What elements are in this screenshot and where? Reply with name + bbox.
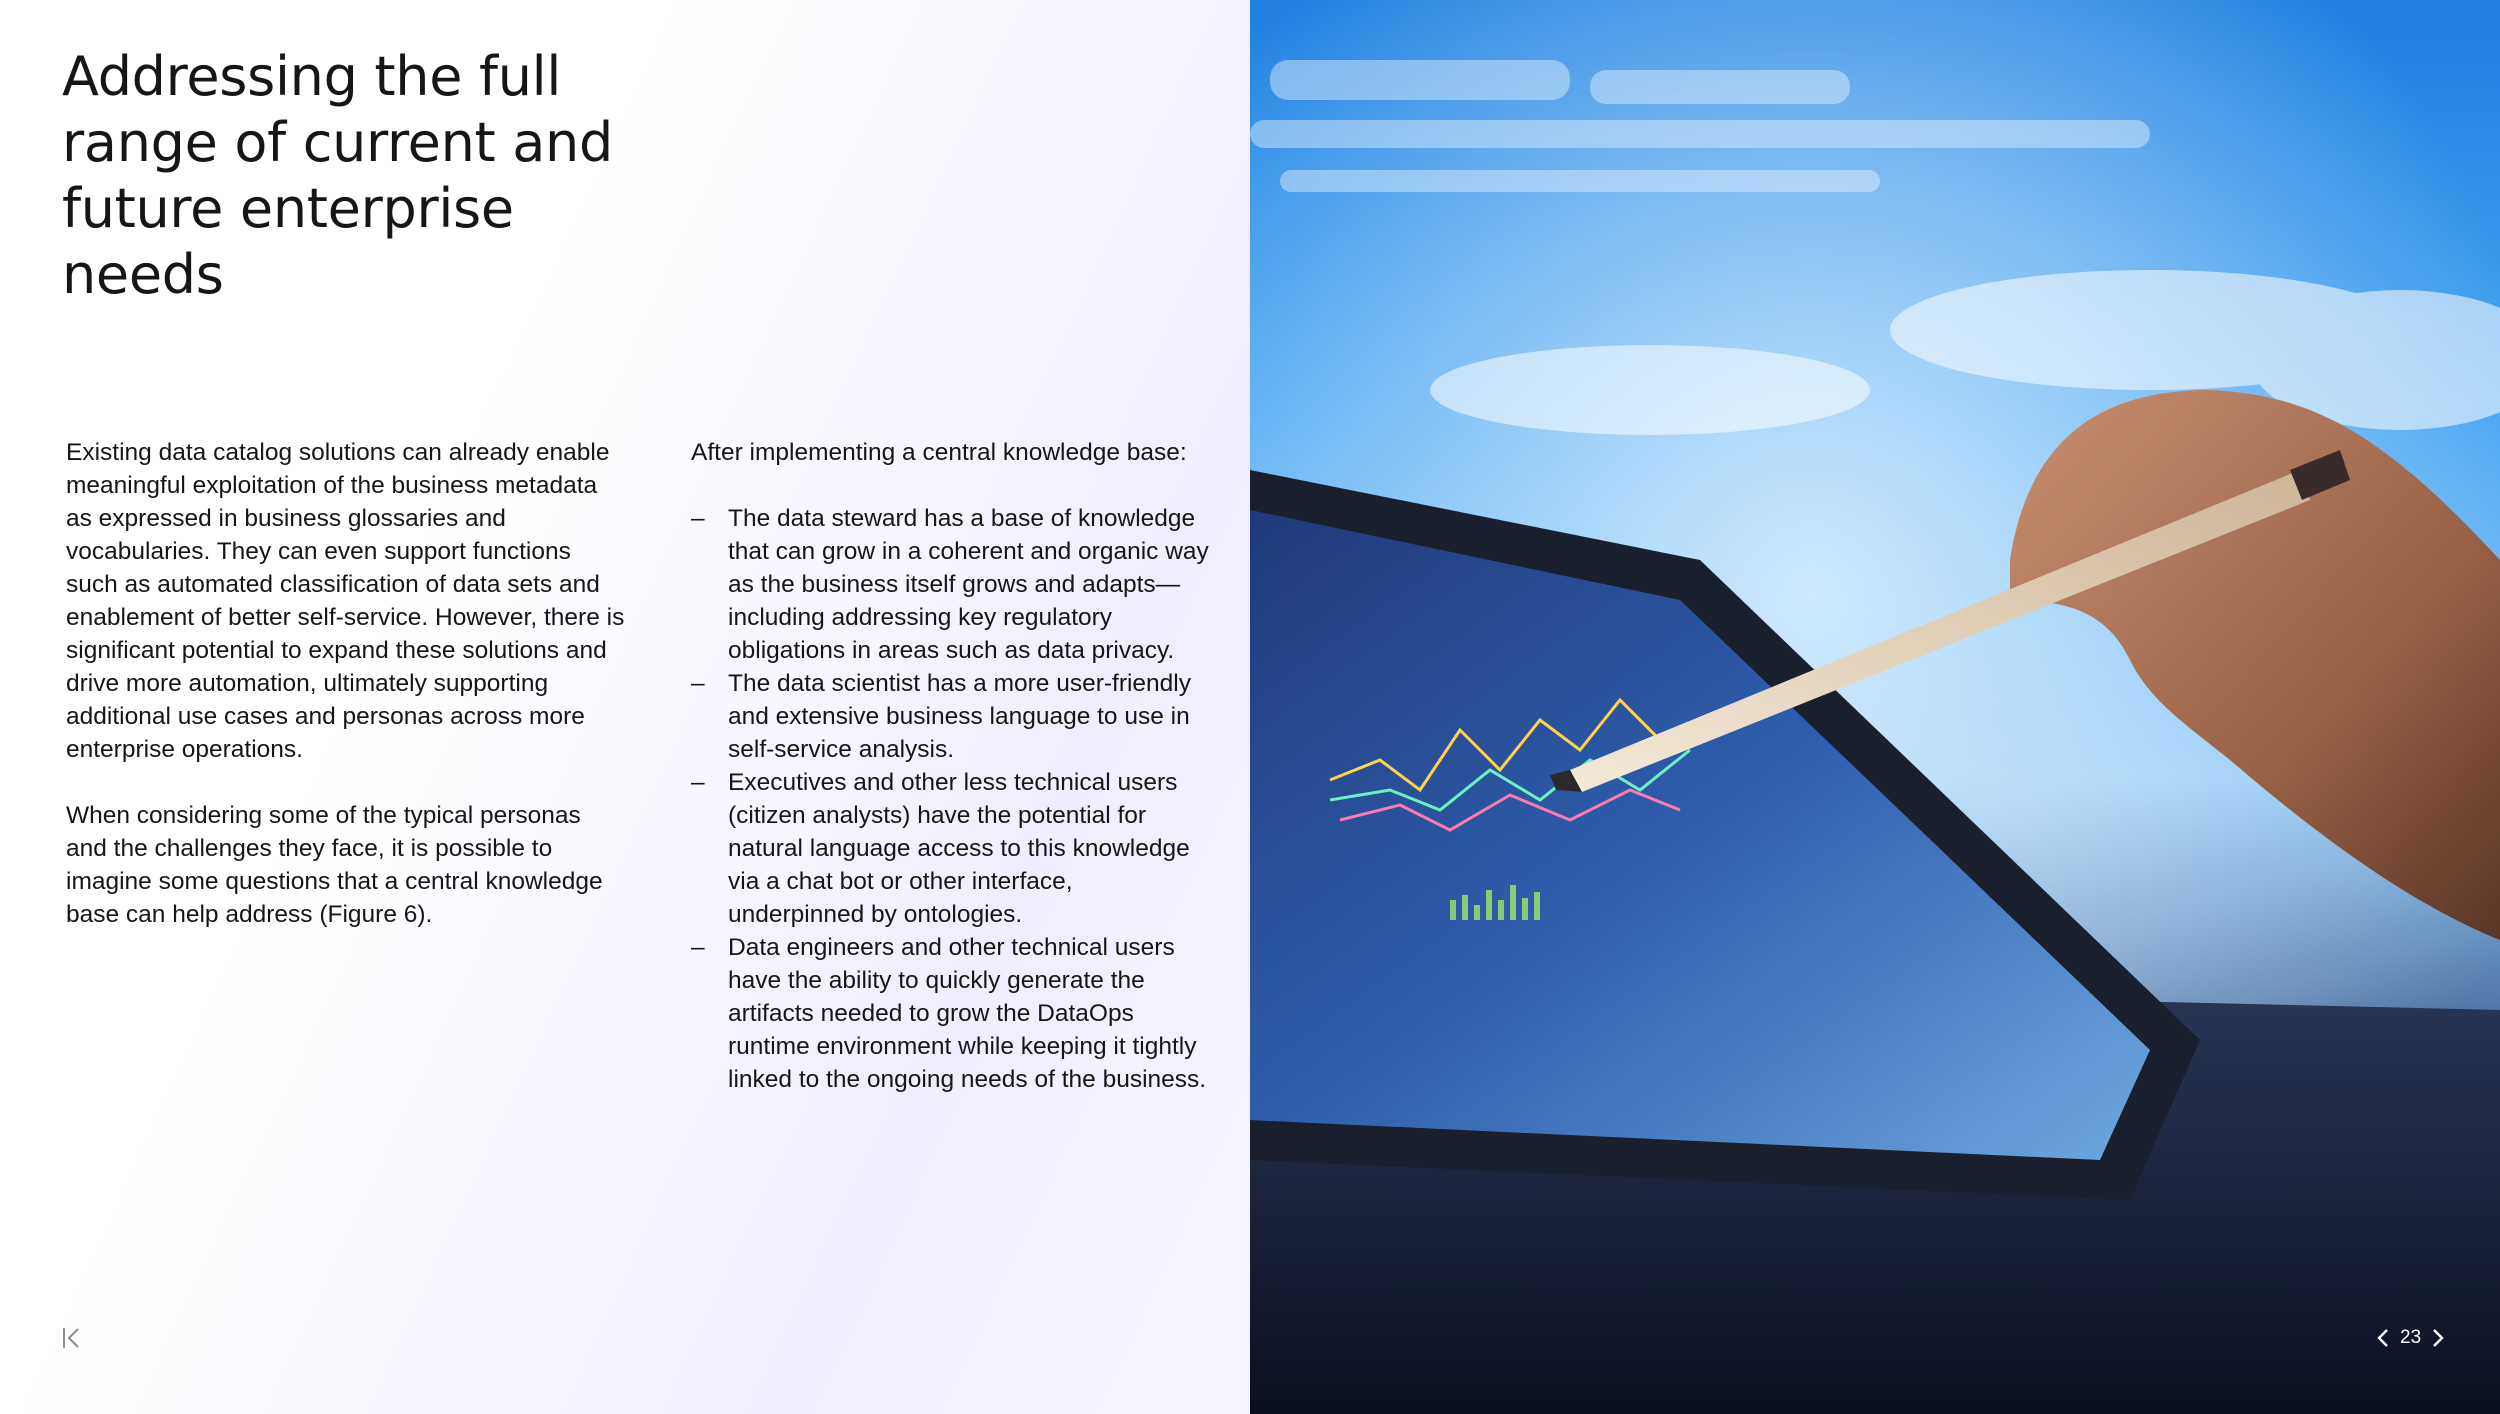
bullet-text: The data steward has a base of knowledge that can grow in a coherent and organic way as the business itself grows and adapts—including addressing key regulatory obligations in areas such as data privacy. (728, 505, 1209, 664)
bullet-dash: – (691, 670, 705, 697)
tablet-hand-photo (1250, 0, 2500, 1414)
page-title: Addressing the full range of current and future enterprise needs (62, 45, 613, 306)
chevron-right-icon[interactable] (2429, 1326, 2447, 1350)
left-paragraph-1: Existing data catalog solutions can already enable meaningful exploitation of the business metadata as expressed in business glossaries and vocabularies. They can even support functions such as automated classification of data sets and enablement of better self-service. However, there is significant potential to expand these solutions and drive more automation, ultimately supporting additional use cases and personas across more enterprise operations. (66, 439, 625, 763)
left-column (66, 436, 626, 964)
bullet-list (691, 502, 1211, 1096)
chevron-left-icon[interactable] (2374, 1326, 2392, 1350)
pagination (2374, 1326, 2447, 1350)
list-item (691, 931, 1211, 1096)
list-item (691, 766, 1211, 931)
list-item (691, 667, 1211, 766)
first-page-icon[interactable] (62, 1325, 84, 1351)
bullet-text: Data engineers and other technical users have the ability to quickly generate the artifacts needed to grow the DataOps runtime environment while keeping it tightly linked to the ongoing needs of the business. (728, 934, 1207, 1093)
bullet-text: The data scientist has a more user-friendly and extensive business language to use in self-service analysis. (728, 670, 1191, 763)
left-paragraph-2: When considering some of the typical personas and the challenges they face, it is possible to imagine some questions that a central knowledge base can help address (Figure 6). (66, 802, 603, 928)
bullet-text: Executives and other less technical users (citizen analysts) have the potential for natural language access to this knowledge via a chat bot or other interface, underpinned by ontologies. (728, 769, 1190, 928)
bullet-dash: – (691, 769, 705, 796)
bullet-dash: – (691, 934, 705, 961)
right-column (691, 436, 1211, 1096)
bullet-dash: – (691, 505, 705, 532)
page-number: 23 (2400, 1327, 2422, 1348)
list-item (691, 502, 1211, 667)
right-intro: After implementing a central knowledge base: (691, 439, 1187, 466)
